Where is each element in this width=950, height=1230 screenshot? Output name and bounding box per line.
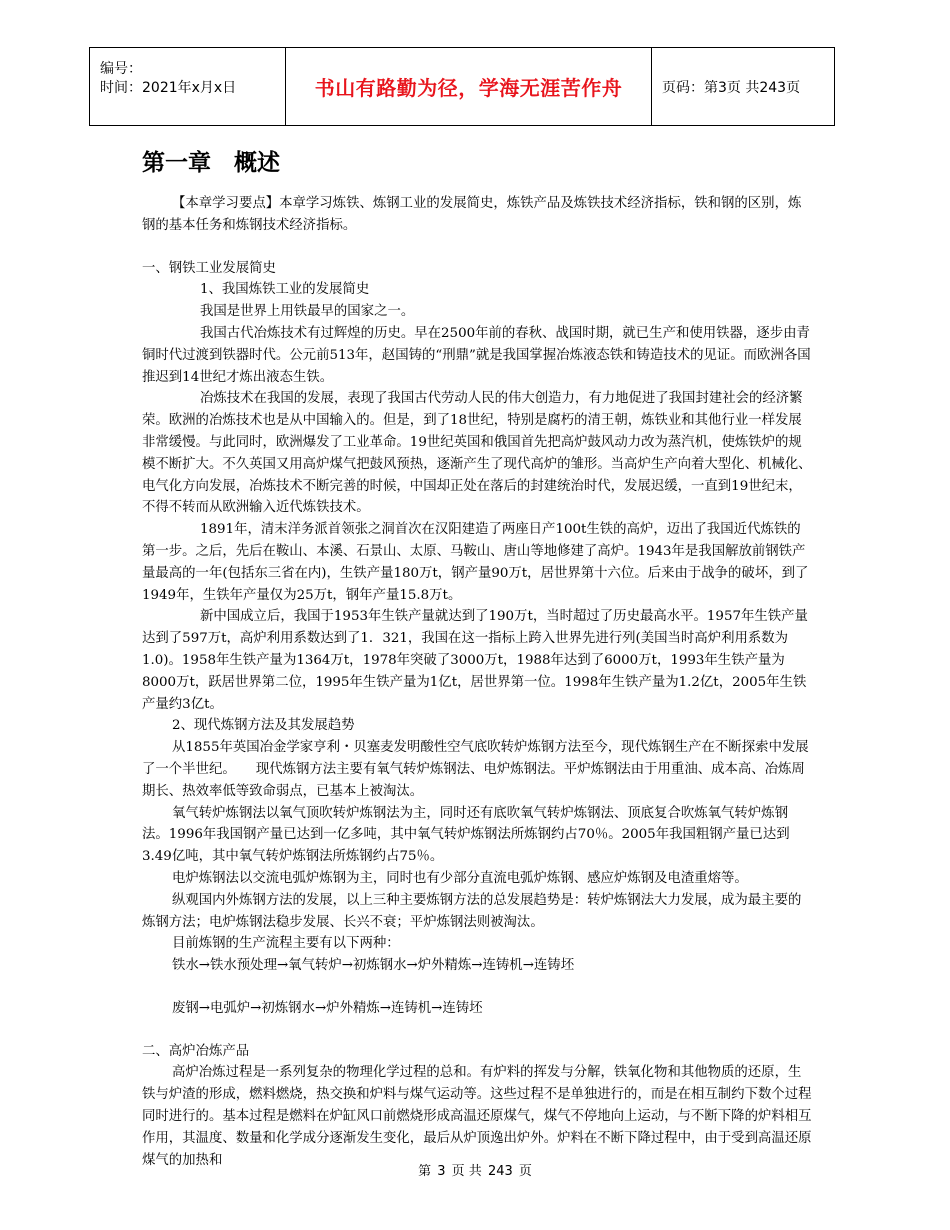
footer-suffix: 页: [518, 1164, 532, 1179]
header-table: [89, 47, 835, 126]
process-flow-1: 铁水→铁水预处理→氧气转炉→初炼钢水→炉外精炼→连铸机→连铸坯: [172, 958, 575, 974]
page-info: 页码：第3页 共243页: [662, 79, 801, 96]
footer-mid: 页 共: [451, 1164, 482, 1179]
header-motto-cell: [286, 48, 652, 125]
motto-text: 书山有路勤为径，学海无涯苦作舟: [314, 76, 623, 100]
body-paragraph: 新中国成立后，我国于1953年生铁产量就达到了190万t，当时超过了历史最高水平。1957年生铁产量达到了597万t，高炉利用系数达到了1．321，我国在这一指标上跨入世界先进行列(美国当时高炉利用系数为1.0)。1958年生铁产量为1364万t，1978年突破了3000万t，1988年达到了6000万t，1993年生铁产量为8000万t，跃居世界第二位，1995年生铁产量为1亿t，居世界第一位。1998年生铁产量为1.2亿t，2005年生铁产量约3亿t。: [142, 609, 808, 712]
time-label: 时间：2021年x月x日: [100, 80, 237, 96]
chapter-title: 第一章 概述: [142, 150, 280, 176]
body-paragraph: 目前炼钢的生产流程主要有以下两种：: [172, 936, 400, 952]
document-body: [142, 193, 812, 1171]
subsection-heading-2: 2、现代炼钢方法及其发展趋势: [172, 718, 355, 734]
section-heading-1: 一、钢铁工业发展简史: [142, 260, 276, 276]
process-flow-2: 废钢→电弧炉→初炼钢水→炉外精炼→连铸机→连铸坯: [172, 1000, 483, 1016]
number-label: 编号：: [100, 61, 142, 77]
body-paragraph: 我国是世界上用铁最早的国家之一。: [200, 304, 415, 320]
header-page-cell: [652, 48, 834, 125]
body-paragraph: 我国古代冶炼技术有过辉煌的历史。早在2500年前的春秋、战国时期，就已生产和使用铁器，逐步由青铜时代过渡到铁器时代。公元前513年，赵国铸的“刑鼎”就是我国掌握冶炼液态铁和铸造技术的见证。而欧洲各国推迟到14世纪才炼出液态生铁。: [142, 325, 811, 385]
page-footer: [0, 1160, 950, 1179]
body-paragraph: 氧气转炉炼钢法以氧气顶吹转炉炼钢法为主，同时还有底吹氧气转炉炼钢法、顶底复合吹炼氧气转炉炼钢法。1996年我国钢产量已达到一亿多吨，其中氧气转炉炼钢法所炼钢约占70％。2005年我国粗钢产量已达到3.49亿吨，其中氧气转炉炼钢法所炼钢约占75％。: [142, 805, 790, 865]
body-paragraph: 1891年，清末洋务派首领张之洞首次在汉阳建造了两座日产100t生铁的高炉，迈出了我国近代炼铁的第一步。之后，先后在鞍山、本溪、石景山、太原、马鞍山、唐山等地修建了高炉。1943年是我国解放前钢铁产量最高的一年(包括东三省在内)，生铁产量180万t，钢产量90万t，居世界第十六位。后来由于战争的破坏，到了1949年，生铁年产量仅为25万t，钢年产量15.8万t。: [142, 522, 809, 603]
subsection-heading-1: 1、我国炼铁工业的发展简史: [200, 282, 370, 298]
body-paragraph: 冶炼技术在我国的发展，表现了我国古代劳动人民的伟大创造力，有力地促进了我国封建社会的经济繁荣。欧洲的冶炼技术也是从中国输入的。但是，到了18世纪，特别是腐朽的清王朝，炼铁业和其他行业一样发展非常缓慢。与此同时，欧洲爆发了工业革命。19世纪英国和俄国首先把高炉鼓风动力改为蒸汽机，使炼铁炉的规模不断扩大。不久英国又用高炉煤气把鼓风预热，逐渐产生了现代高炉的雏形。当高炉生产向着大型化、机械化、电气化方向发展，冶炼技术不断完善的时候，中国却正处在落后的封建统治时代，发展迟缓，一直到19世纪末，不得不转而从欧洲输入近代炼铁技术。: [142, 391, 812, 516]
body-paragraph: 高炉冶炼过程是一系列复杂的物理化学过程的总和。有炉料的挥发与分解，铁氧化物和其他物质的还原，生铁与炉渣的形成，燃料燃烧，热交换和炉料与煤气运动等。这些过程不是单独进行的，而是在相互制约下数个过程同时进行的。基本过程是燃料在炉缸风口前燃烧形成高温还原煤气，煤气不停地向上运动，与不断下降的炉料相互作用，其温度、数量和化学成分逐渐发生变化，最后从炉顶逸出炉外。炉料在不断下降过程中，由于受到高温还原煤气的加热和: [142, 1065, 812, 1168]
header-meta-cell: [90, 48, 286, 125]
section-heading-2: 二、高炉冶炼产品: [142, 1043, 250, 1059]
footer-total-pages: 243: [487, 1164, 513, 1179]
body-paragraph: 电炉炼钢法以交流电弧炉炼钢为主，同时也有少部分直流电弧炉炼钢、感应炉炼钢及电渣重熔等。: [172, 870, 748, 886]
footer-prefix: 第: [418, 1164, 432, 1179]
study-points-paragraph: 【本章学习要点】本章学习炼铁、炼钢工业的发展简史，炼铁产品及炼铁技术经济指标，铁和钢的区别，炼钢的基本任务和炼钢技术经济指标。: [142, 196, 802, 233]
footer-page-number: 3: [437, 1164, 446, 1179]
body-paragraph: 纵观国内外炼钢方法的发展，以上三种主要炼钢方法的总发展趋势是：转炉炼钢法大力发展，成为最主要的炼钢方法；电炉炼钢法稳步发展、长兴不衰；平炉炼钢法则被淘汰。: [142, 892, 802, 930]
body-paragraph: 从1855年英国冶金学家亨利・贝塞麦发明酸性空气底吹转炉炼钢方法至今，现代炼钢生产在不断探索中发展了一个半世纪。 现代炼钢方法主要有氧气转炉炼钢法、电炉炼钢法。平炉炼钢法由于用重油、成本高、冶炼周期长、热效率低等致命弱点，已基本上被淘汰。: [142, 740, 809, 799]
